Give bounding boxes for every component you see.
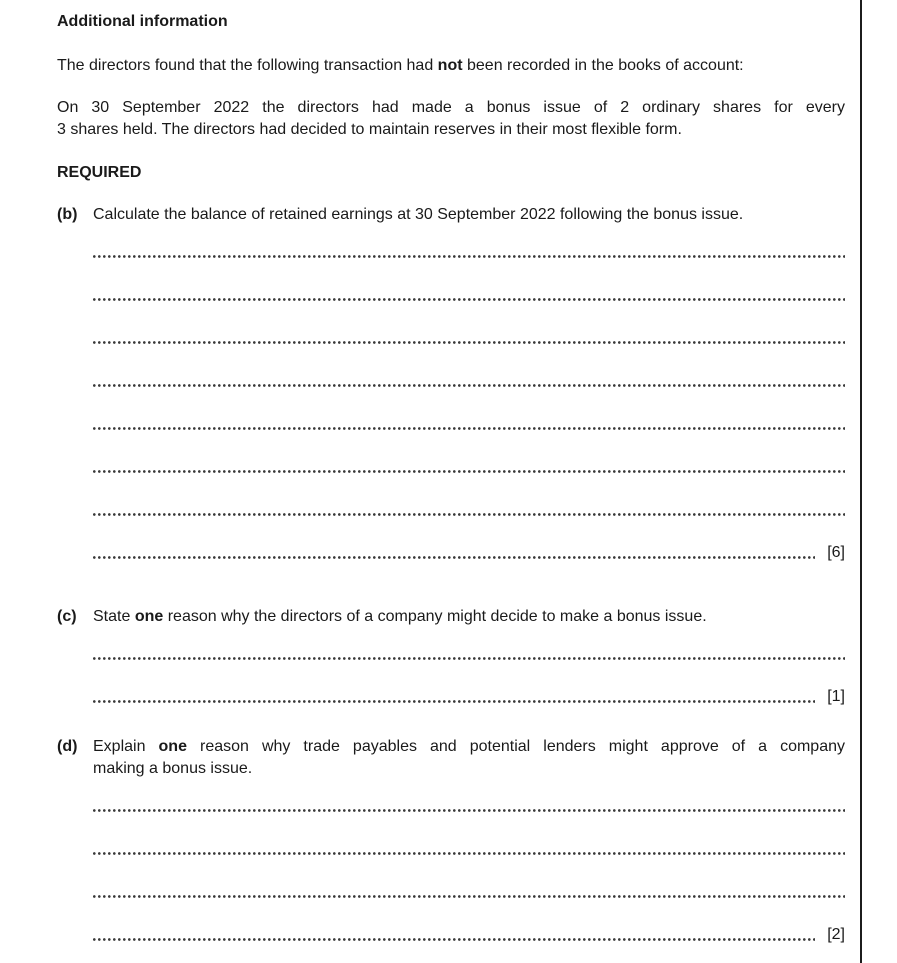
- question-c-text-pre: State: [93, 608, 135, 625]
- scenario-line-1: On 30 September 2022 the directors had made a bonus issue of 2 ordinary shares for every: [57, 99, 845, 116]
- dotted-rule: [93, 895, 845, 898]
- dotted-rule: [93, 298, 845, 301]
- answer-line: [93, 390, 845, 433]
- answer-line: [93, 304, 845, 347]
- question-d-bold-word: one: [158, 738, 187, 755]
- question-d: [57, 736, 845, 944]
- question-c-answer-area: [93, 620, 845, 706]
- dotted-rule: [93, 255, 845, 258]
- dotted-rule: [93, 470, 845, 473]
- question-b-marks: [6]: [827, 544, 845, 561]
- dotted-rule: [93, 852, 845, 855]
- question-b-label: (b): [57, 206, 78, 223]
- dotted-rule: [93, 938, 815, 941]
- question-d-label: (d): [57, 738, 78, 755]
- question-d-marks: [2]: [827, 926, 845, 943]
- page-edge-rule: [860, 0, 862, 963]
- dotted-rule: [93, 556, 815, 559]
- answer-line: [93, 476, 845, 519]
- answer-line: [93, 815, 845, 858]
- question-c-text-post: reason why the directors of a company might decide to make a bonus issue.: [163, 608, 707, 625]
- question-b: [57, 204, 845, 562]
- intro-text-pre: The directors found that the following transaction had: [57, 57, 438, 74]
- question-d-text-post: reason why trade payables and potential lenders might approve of a company: [186, 738, 845, 755]
- question-b-text: Calculate the balance of retained earnings at 30 September 2022 following the bonus issue.: [93, 206, 744, 223]
- question-c: [57, 606, 845, 706]
- answer-line-with-marks: [93, 519, 845, 562]
- answer-line: [93, 433, 845, 476]
- dotted-rule: [93, 657, 845, 660]
- required-heading: REQUIRED: [57, 164, 142, 181]
- question-d-text-line-1: [93, 736, 845, 758]
- dotted-rule: [93, 341, 845, 344]
- answer-line: [93, 261, 845, 304]
- scenario-line-2: 3 shares held. The directors had decided to maintain reserves in their most flexible form.: [57, 121, 682, 138]
- scenario-paragraph: [57, 97, 845, 141]
- question-d-text-line-2: making a bonus issue.: [93, 760, 253, 777]
- dotted-rule: [93, 427, 845, 430]
- dotted-rule: [93, 513, 845, 516]
- answer-line: [93, 858, 845, 901]
- dotted-rule: [93, 700, 815, 703]
- question-c-bold-word: one: [134, 608, 164, 625]
- answer-line-with-marks: [93, 663, 845, 706]
- question-b-answer-area: [93, 218, 845, 562]
- question-d-answer-area: [93, 772, 845, 944]
- question-d-text-pre: Explain: [93, 738, 159, 755]
- dotted-rule: [93, 384, 845, 387]
- intro-bold-word: not: [437, 57, 463, 74]
- question-c-marks: [1]: [827, 688, 845, 705]
- question-c-label: (c): [57, 608, 77, 625]
- intro-paragraph: [57, 55, 845, 77]
- additional-info-heading: Additional information: [57, 13, 228, 30]
- dotted-rule: [93, 809, 845, 812]
- answer-line: [93, 347, 845, 390]
- intro-text-post: been recorded in the books of account:: [462, 57, 744, 74]
- answer-line-with-marks: [93, 901, 845, 944]
